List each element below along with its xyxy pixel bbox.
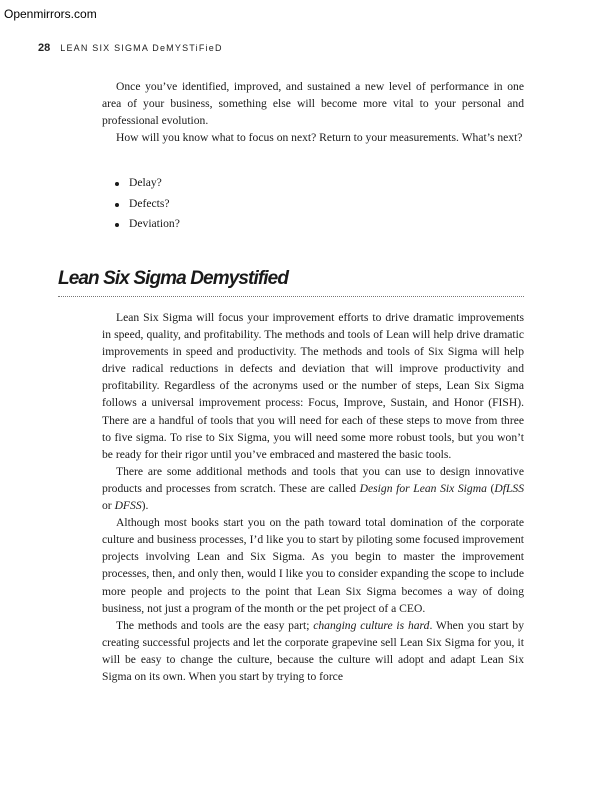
section-heading: Lean Six Sigma Demystified	[58, 268, 289, 289]
text-run: or	[102, 499, 115, 513]
text-run: There are some additional methods and tools that you can use to design innovative products and processes from scratch. These are called	[102, 464, 524, 495]
text-run: ).	[141, 499, 149, 513]
paragraph	[102, 463, 524, 514]
list-item: Defects?	[102, 194, 180, 215]
question-list	[102, 173, 180, 235]
watermark: Openmirrors.com	[4, 7, 97, 21]
text-run: (	[486, 481, 495, 495]
running-head	[38, 42, 223, 54]
emphasis: DFSS	[114, 499, 142, 513]
emphasis: changing culture is hard	[313, 618, 430, 632]
page-number: 28	[38, 42, 51, 54]
paragraph: Lean Six Sigma will focus your improvement efforts to drive dramatic improvements in speed, quality, and profitability. The methods and tools of Lean will help drive dramatic improvements in speed and productivity. The methods and tools of Six Sigma will help drive radical reductions in defects and deviation that will improve productivity and profitability. Regardless of the acronyms used or the number of steps, Lean Six Sigma follows a universal improvement process: Focus, Improve, Sustain, and Honor (FISH). There are a handful of tools that you will need for each of these steps to move from three to five sigma. To rise to Six Sigma, you will need some more robust tools, but you won’t be ready for their rigor until you’ve embraced and mastered the basic tools.	[102, 311, 524, 461]
paragraph: Although most books start you on the path toward total domination of the corporate culture and business processes, I’d like you to start by piloting some focused improvement projects involving Lean and Six Sigma. As you begin to master the improvement processes, then, and only then, would I like you to consider expanding the scope to include more people and projects to the point that Lean Six Sigma becomes a way of doing business, not just a program of the month or the pet project of a CEO.	[102, 516, 524, 615]
intro-text	[102, 78, 524, 146]
emphasis: DfLSS	[494, 481, 524, 495]
section-body	[102, 309, 524, 685]
list-item: Deviation?	[102, 214, 180, 235]
paragraph	[102, 617, 524, 685]
text-run: . When you start by creating successful projects and let the corporate grapevine sell Lean Six Sigma for you, it will be easy to change the culture, because the culture will adopt and adapt Lean Six Sigma on its own. When you start by trying to force	[102, 618, 524, 683]
text-run: The methods and tools are the easy part;	[116, 618, 314, 632]
intro-paragraph: Once you’ve identified, improved, and sustained a new level of performance in one area of your business, something else will become more vital to your personal and professional evolution.	[102, 80, 524, 128]
emphasis: Design for Lean Six Sigma	[359, 481, 487, 495]
list-item: Delay?	[102, 173, 180, 194]
heading-divider	[58, 296, 524, 297]
running-title: LEAN SIX SIGMA DeMYSTiFieD	[60, 43, 223, 53]
intro-paragraph: How will you know what to focus on next? Return to your measurements. What’s next?	[116, 131, 523, 145]
